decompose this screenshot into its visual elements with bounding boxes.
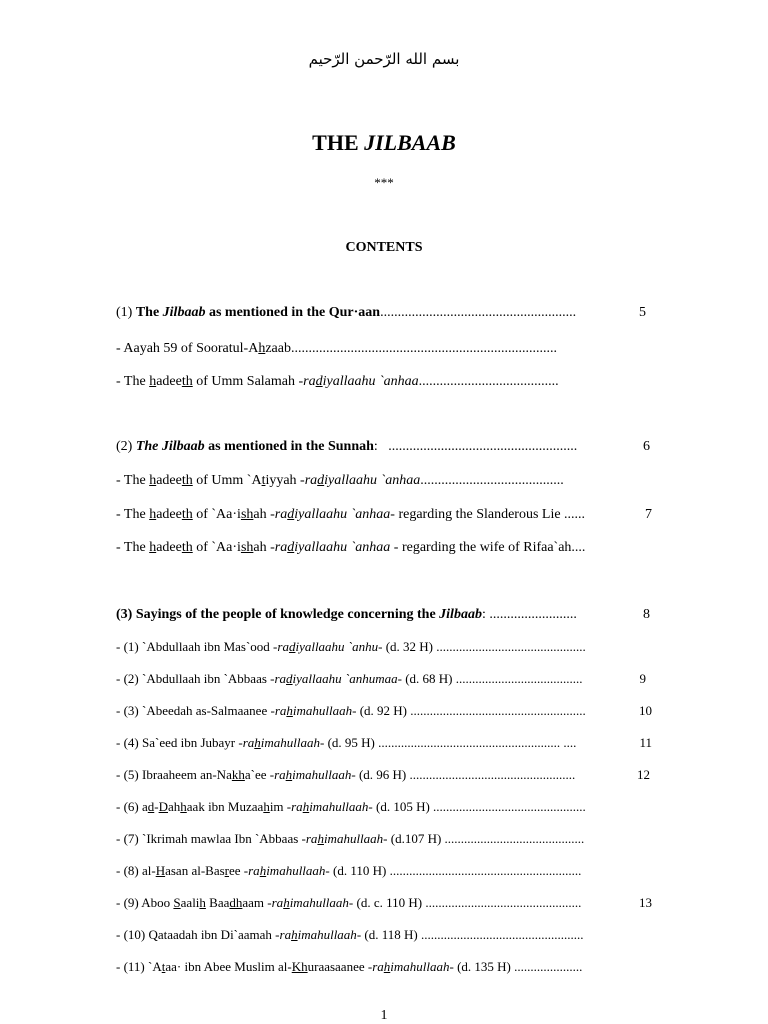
toc-item-10[interactable]: - (10) Qataadah ibn Di`aamah -rahimahullaah- (d. 118 H) .................................................. [116, 927, 584, 942]
toc-page-number: 6 [643, 439, 650, 454]
separator: *** [374, 175, 394, 190]
toc-entry-umm-salamah[interactable]: - The hadeeth of Umm Salamah -radiyallaahu `anhaa........................................ [116, 374, 559, 389]
page-number: 1 [380, 1008, 388, 1023]
toc-entry-section-1[interactable]: (1) The Jilbaab as mentioned in the Qur·aan........................................................ 5 [116, 305, 646, 320]
toc-page-number: 13 [639, 895, 652, 910]
toc-item-4[interactable]: - (4) Sa`eed ibn Jubayr -rahimahullaah- (d. 95 H) ........................................................ .... 11 [116, 735, 652, 750]
toc-entry-aayah[interactable]: - Aayah 59 of Sooratul-Ahzaab............................................................................ [116, 341, 557, 356]
title-prefix: THE [312, 130, 365, 155]
title-italic: JILBAAB [364, 130, 456, 155]
toc-item-1[interactable]: - (1) `Abdullaah ibn Mas`ood -radiyallaahu `anhu- (d. 32 H) .............................................. [116, 639, 586, 654]
toc-entry-section-3[interactable]: (3) Sayings of the people of knowledge concerning the Jilbaab: ......................... 8 [116, 607, 650, 622]
toc-item-5[interactable]: - (5) Ibraaheem an-Nakha`ee -rahimahullaah- (d. 96 H) ................................................... 12 [116, 767, 650, 782]
document-title [0, 130, 768, 156]
toc-page-number: 11 [639, 735, 652, 750]
basmala: بسم الله الرّحمن الرّحيم [308, 50, 460, 68]
toc-item-2[interactable]: - (2) `Abdullaah ibn `Abbaas -radiyallaahu `anhumaa- (d. 68 H) ....................................... 9 [116, 671, 646, 686]
toc-item-11[interactable]: - (11) `Ataa· ibn Abee Muslim al-Khuraasaanee -rahimahullaah- (d. 135 H) ..................... [116, 959, 583, 974]
toc-entry-section-2[interactable]: (2) The Jilbaab as mentioned in the Sunnah: ...................................................... 6 [116, 439, 650, 454]
toc-entry-umm-atiyyah[interactable]: - The hadeeth of Umm `Atiyyah -radiyallaahu `anhaa......................................... [116, 473, 564, 488]
toc-page-number: 10 [639, 703, 652, 718]
toc-item-9[interactable]: - (9) Aboo Saalih Baadhaam -rahimahullaah- (d. c. 110 H) ................................................ 13 [116, 895, 652, 910]
toc-item-8[interactable]: - (8) al-Hasan al-Basree -rahimahullaah- (d. 110 H) ........................................................... [116, 863, 582, 878]
toc-page-number: 12 [637, 767, 650, 782]
toc-page-number: 8 [643, 607, 650, 622]
toc-page-number: 9 [639, 671, 646, 686]
toc-page-number: 7 [645, 507, 652, 522]
contents-heading: CONTENTS [345, 240, 423, 255]
toc-item-6[interactable]: - (6) ad-Dahhaak ibn Muzaahim -rahimahullaah- (d. 105 H) ............................................... [116, 799, 586, 814]
toc-item-3[interactable]: - (3) `Abeedah as-Salmaanee -rahimahullaah- (d. 92 H) ...................................................... 10 [116, 703, 652, 718]
toc-page-number: 5 [639, 305, 646, 320]
toc-item-7[interactable]: - (7) `Ikrimah mawlaa Ibn `Abbaas -rahimahullaah- (d.107 H) ........................................... [116, 831, 585, 846]
toc-entry-aaishah-rifaaah[interactable]: - The hadeeth of `Aa·ishah -radiyallaahu `anhaa - regarding the wife of Rifaa`ah.... [116, 540, 586, 555]
toc-entry-aaishah-slander[interactable]: - The hadeeth of `Aa·ishah -radiyallaahu `anhaa- regarding the Slanderous Lie ...... 7 [116, 507, 652, 522]
